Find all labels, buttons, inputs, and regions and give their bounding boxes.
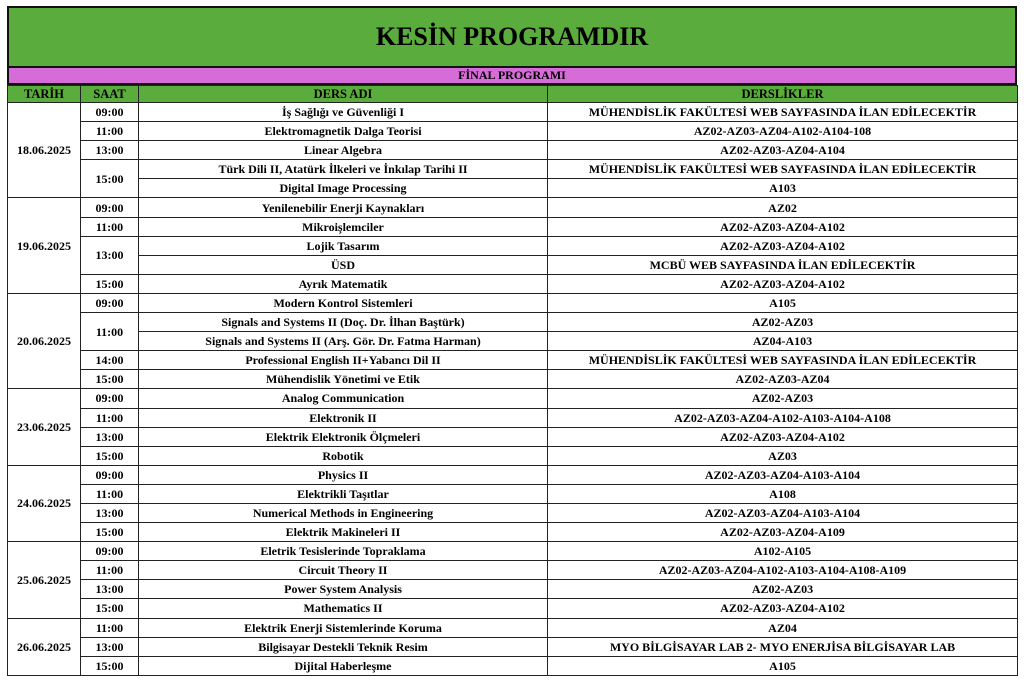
table-row bbox=[8, 217, 1018, 236]
course-cell: Mikroişlemciler bbox=[139, 217, 548, 236]
time-cell: 15:00 bbox=[81, 274, 139, 293]
rooms-cell: AZ02-AZ03 bbox=[548, 313, 1018, 332]
time-cell: 09:00 bbox=[81, 198, 139, 217]
course-cell: Elektronik II bbox=[139, 408, 548, 427]
table-row bbox=[8, 656, 1018, 675]
course-cell: Modern Kontrol Sistemleri bbox=[139, 293, 548, 312]
course-cell: Physics II bbox=[139, 465, 548, 484]
rooms-cell: A103 bbox=[548, 179, 1018, 198]
rooms-cell: AZ02-AZ03-AZ04-A102-A103-A104-A108 bbox=[548, 408, 1018, 427]
rooms-cell: AZ02-AZ03 bbox=[548, 580, 1018, 599]
course-cell: İş Sağlığı ve Güvenliği I bbox=[139, 103, 548, 122]
course-cell: ÜSD bbox=[139, 255, 548, 274]
time-cell: 14:00 bbox=[81, 351, 139, 370]
time-cell: 11:00 bbox=[81, 313, 139, 351]
date-cell: 25.06.2025 bbox=[8, 542, 81, 618]
rooms-cell: MÜHENDİSLİK FAKÜLTESİ WEB SAYFASINDA İLAN EDİLECEKTİR bbox=[548, 103, 1018, 122]
table-row bbox=[8, 236, 1018, 255]
rooms-cell: AZ02-AZ03-AZ04-A102 bbox=[548, 599, 1018, 618]
course-cell: Elektrik Elektronik Ölçmeleri bbox=[139, 427, 548, 446]
rooms-cell: AZ04 bbox=[548, 618, 1018, 637]
rooms-cell: MÜHENDİSLİK FAKÜLTESİ WEB SAYFASINDA İLAN EDİLECEKTİR bbox=[548, 351, 1018, 370]
course-cell: Numerical Methods in Engineering bbox=[139, 503, 548, 522]
time-cell: 15:00 bbox=[81, 599, 139, 618]
table-row bbox=[8, 274, 1018, 293]
time-cell: 09:00 bbox=[81, 389, 139, 408]
course-cell: Bilgisayar Destekli Teknik Resim bbox=[139, 637, 548, 656]
table-row bbox=[8, 103, 1018, 122]
rooms-cell: AZ02-AZ03-AZ04-A102-A103-A104-A108-A109 bbox=[548, 561, 1018, 580]
table-row bbox=[8, 255, 1018, 274]
time-cell: 11:00 bbox=[81, 561, 139, 580]
date-cell: 23.06.2025 bbox=[8, 389, 81, 465]
rooms-cell: AZ02-AZ03 bbox=[548, 389, 1018, 408]
rooms-cell: AZ02-AZ03-AZ04-A104 bbox=[548, 141, 1018, 160]
table-row bbox=[8, 484, 1018, 503]
table-row bbox=[8, 465, 1018, 484]
table-row bbox=[8, 293, 1018, 312]
rooms-cell: AZ03 bbox=[548, 446, 1018, 465]
rooms-cell: A102-A105 bbox=[548, 542, 1018, 561]
rooms-cell: AZ02-AZ03-AZ04-A102 bbox=[548, 427, 1018, 446]
time-cell: 11:00 bbox=[81, 484, 139, 503]
rooms-cell: MCBÜ WEB SAYFASINDA İLAN EDİLECEKTİR bbox=[548, 255, 1018, 274]
table-row bbox=[8, 503, 1018, 522]
time-cell: 11:00 bbox=[81, 217, 139, 236]
time-cell: 09:00 bbox=[81, 465, 139, 484]
date-cell: 24.06.2025 bbox=[8, 465, 81, 541]
rooms-cell: AZ02-AZ03-AZ04-A109 bbox=[548, 523, 1018, 542]
page-subtitle: FİNAL PROGRAMI bbox=[7, 68, 1017, 85]
table-row bbox=[8, 599, 1018, 618]
table-row bbox=[8, 580, 1018, 599]
table-row bbox=[8, 160, 1018, 179]
time-cell: 09:00 bbox=[81, 293, 139, 312]
time-cell: 15:00 bbox=[81, 446, 139, 465]
table-row bbox=[8, 618, 1018, 637]
header-row bbox=[8, 86, 1018, 103]
time-cell: 09:00 bbox=[81, 103, 139, 122]
course-cell: Ayrık Matematik bbox=[139, 274, 548, 293]
table-row bbox=[8, 179, 1018, 198]
header-date: TARİH bbox=[8, 86, 81, 103]
course-cell: Robotik bbox=[139, 446, 548, 465]
table-row bbox=[8, 332, 1018, 351]
rooms-cell: AZ02-AZ03-AZ04-A103-A104 bbox=[548, 503, 1018, 522]
rooms-cell: AZ02-AZ03-AZ04-A102 bbox=[548, 236, 1018, 255]
course-cell: Linear Algebra bbox=[139, 141, 548, 160]
time-cell: 13:00 bbox=[81, 580, 139, 599]
rooms-cell: A105 bbox=[548, 656, 1018, 675]
table-row bbox=[8, 523, 1018, 542]
schedule-document bbox=[7, 6, 1017, 676]
table-row bbox=[8, 446, 1018, 465]
course-cell: Digital Image Processing bbox=[139, 179, 548, 198]
course-cell: Dijital Haberleşme bbox=[139, 656, 548, 675]
time-cell: 13:00 bbox=[81, 236, 139, 274]
table-row bbox=[8, 637, 1018, 656]
rooms-cell: AZ02-AZ03-AZ04-A103-A104 bbox=[548, 465, 1018, 484]
table-row bbox=[8, 313, 1018, 332]
course-cell: Mühendislik Yönetimi ve Etik bbox=[139, 370, 548, 389]
header-rooms: DERSLİKLER bbox=[548, 86, 1018, 103]
table-row bbox=[8, 427, 1018, 446]
course-cell: Signals and Systems II (Doç. Dr. İlhan Baştürk) bbox=[139, 313, 548, 332]
date-cell: 20.06.2025 bbox=[8, 293, 81, 388]
table-row bbox=[8, 389, 1018, 408]
rooms-cell: AZ02-AZ03-AZ04-A102 bbox=[548, 274, 1018, 293]
course-cell: Circuit Theory II bbox=[139, 561, 548, 580]
table-row bbox=[8, 122, 1018, 141]
time-cell: 13:00 bbox=[81, 427, 139, 446]
rooms-cell: AZ02-AZ03-AZ04-A102 bbox=[548, 217, 1018, 236]
course-cell: Analog Communication bbox=[139, 389, 548, 408]
course-cell: Lojik Tasarım bbox=[139, 236, 548, 255]
date-cell: 26.06.2025 bbox=[8, 618, 81, 675]
rooms-cell: AZ02-AZ03-AZ04 bbox=[548, 370, 1018, 389]
rooms-cell: AZ04-A103 bbox=[548, 332, 1018, 351]
date-cell: 18.06.2025 bbox=[8, 103, 81, 198]
time-cell: 15:00 bbox=[81, 370, 139, 389]
schedule-table bbox=[7, 85, 1018, 676]
rooms-cell: MÜHENDİSLİK FAKÜLTESİ WEB SAYFASINDA İLAN EDİLECEKTİR bbox=[548, 160, 1018, 179]
table-row bbox=[8, 561, 1018, 580]
course-cell: Elektrikli Taşıtlar bbox=[139, 484, 548, 503]
course-cell: Yenilenebilir Enerji Kaynakları bbox=[139, 198, 548, 217]
time-cell: 15:00 bbox=[81, 523, 139, 542]
course-cell: Power System Analysis bbox=[139, 580, 548, 599]
time-cell: 09:00 bbox=[81, 542, 139, 561]
header-time: SAAT bbox=[81, 86, 139, 103]
time-cell: 11:00 bbox=[81, 618, 139, 637]
table-row bbox=[8, 351, 1018, 370]
page-title: KESİN PROGRAMDIR bbox=[7, 6, 1017, 68]
time-cell: 13:00 bbox=[81, 141, 139, 160]
course-cell: Mathematics II bbox=[139, 599, 548, 618]
time-cell: 11:00 bbox=[81, 408, 139, 427]
schedule-body bbox=[8, 103, 1018, 676]
course-cell: Professional English II+Yabancı Dil II bbox=[139, 351, 548, 370]
date-cell: 19.06.2025 bbox=[8, 198, 81, 293]
table-row bbox=[8, 198, 1018, 217]
course-cell: Elektromagnetik Dalga Teorisi bbox=[139, 122, 548, 141]
course-cell: Eletrik Tesislerinde Topraklama bbox=[139, 542, 548, 561]
header-course: DERS ADI bbox=[139, 86, 548, 103]
rooms-cell: A108 bbox=[548, 484, 1018, 503]
table-row bbox=[8, 542, 1018, 561]
rooms-cell: MYO BİLGİSAYAR LAB 2- MYO ENERJİSA BİLGİSAYAR LAB bbox=[548, 637, 1018, 656]
time-cell: 15:00 bbox=[81, 656, 139, 675]
course-cell: Elektrik Makineleri II bbox=[139, 523, 548, 542]
course-cell: Signals and Systems II (Arş. Gör. Dr. Fatma Harman) bbox=[139, 332, 548, 351]
rooms-cell: AZ02-AZ03-AZ04-A102-A104-108 bbox=[548, 122, 1018, 141]
course-cell: Elektrik Enerji Sistemlerinde Koruma bbox=[139, 618, 548, 637]
rooms-cell: A105 bbox=[548, 293, 1018, 312]
course-cell: Türk Dili II, Atatürk İlkeleri ve İnkılap Tarihi II bbox=[139, 160, 548, 179]
time-cell: 13:00 bbox=[81, 637, 139, 656]
time-cell: 13:00 bbox=[81, 503, 139, 522]
time-cell: 11:00 bbox=[81, 122, 139, 141]
table-row bbox=[8, 141, 1018, 160]
table-row bbox=[8, 408, 1018, 427]
time-cell: 15:00 bbox=[81, 160, 139, 198]
table-row bbox=[8, 370, 1018, 389]
rooms-cell: AZ02 bbox=[548, 198, 1018, 217]
